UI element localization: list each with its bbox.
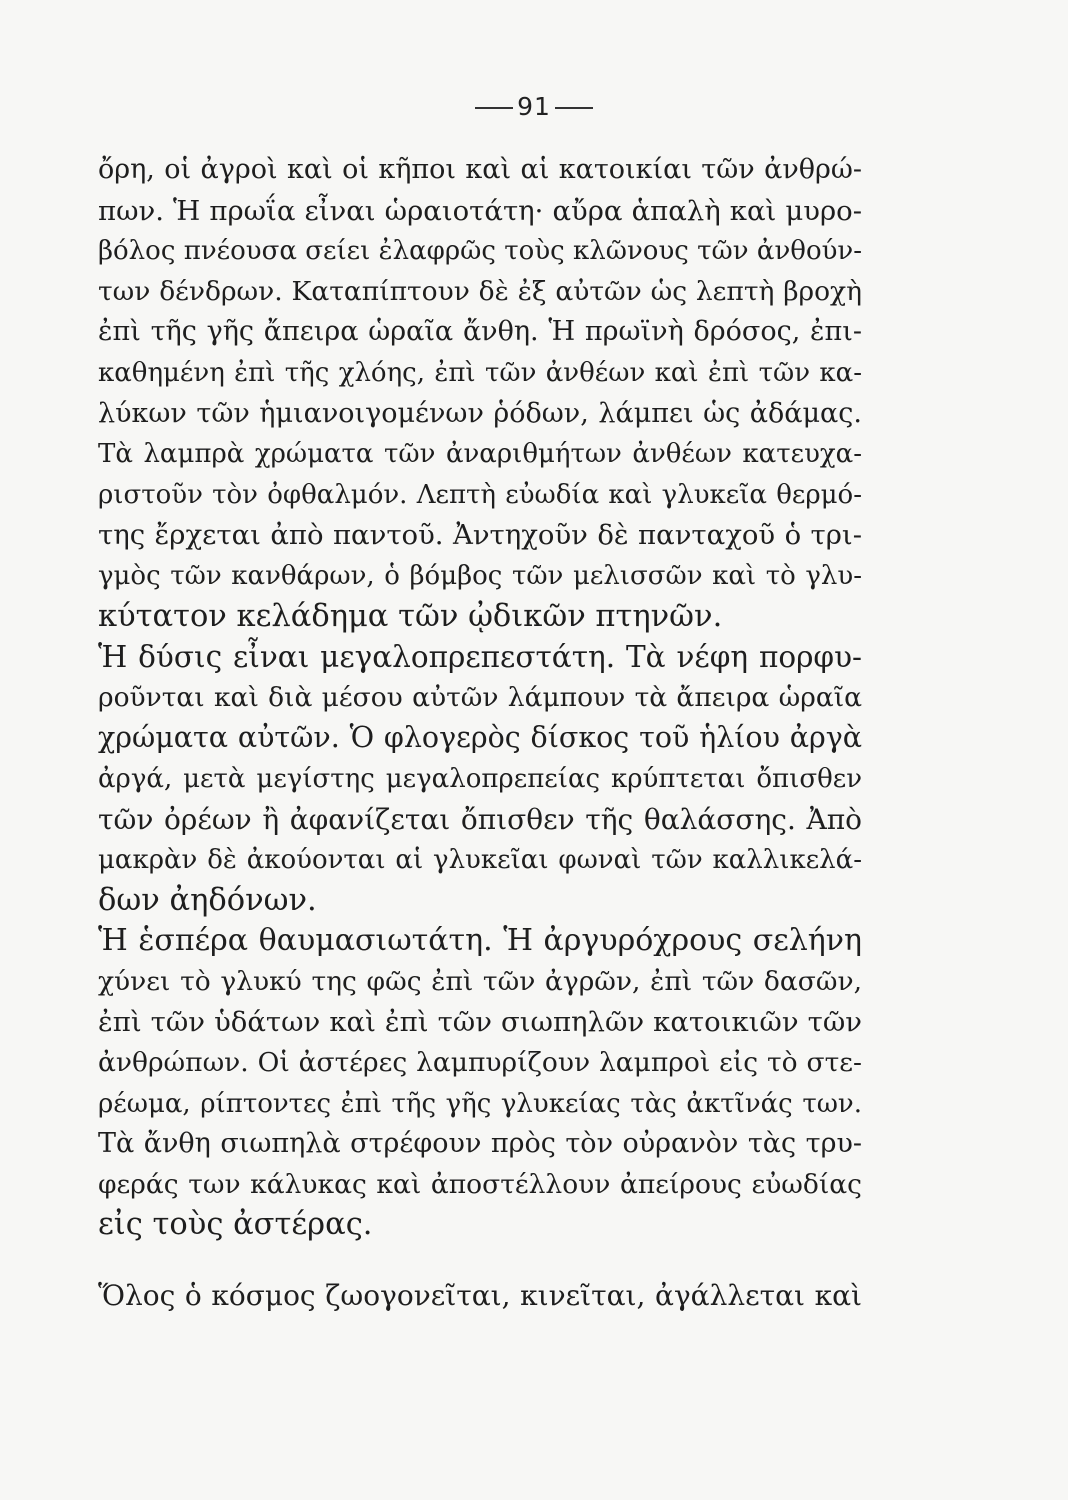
text-line: Τὰ λαμπρὰ χρώματα τῶν ἀναριθμήτων ἀνθέων κατευχα- [98,439,862,470]
text-line: των δένδρων. Καταπίπτουν δὲ ἐξ αὐτῶν ὡς λεπτὴ βροχὴ [98,275,862,307]
text-line: ἐπὶ τῶν ὑδάτων καὶ ἐπὶ τῶν σιωπηλῶν κατοικιῶν τῶν [98,1006,862,1039]
body-text [98,150,862,1317]
text-line: δων ἀηδόνων. [98,882,317,918]
text-line: καθημένη ἐπὶ τῆς χλόης, ἐπὶ τῶν ἀνθέων καὶ ἐπὶ τῶν κα- [98,357,862,388]
page-number-text: 91 [517,92,551,121]
text-line: ἀργά, μετὰ μεγίστης μεγαλοπρεπείας κρύπτεται ὄπισθεν [98,763,862,794]
text-line: χύνει τὸ γλυκύ της φῶς ἐπὶ τῶν ἀγρῶν, ἐπὶ τῶν δασῶν, [98,965,862,997]
left-dash [475,107,513,109]
text-line: ἐπὶ τῆς γῆς ἄπειρα ὡραῖα ἄνθη. Ἡ πρωϊνὴ δρόσος, ἐπι- [98,316,862,348]
text-line: λύκων τῶν ἡμιανοιγομένων ῥόδων, λάμπει ὡς ἀδάμας. [98,397,862,429]
right-dash [555,107,593,109]
page-number [0,92,1068,121]
text-line: ριστοῦν τὸν ὀφθαλμόν. Λεπτὴ εὐωδία καὶ γλυκεῖα θερμό- [98,479,862,510]
text-line: Ἡ ἑσπέρα θαυμασιωτάτη. Ἡ ἀργυρόχρους σελήνη [98,923,862,959]
text-line: Τὰ ἄνθη σιωπηλὰ στρέφουν πρὸς τὸν οὐρανὸν τὰς τρυ- [98,1128,862,1160]
text-line: χρώματα αὐτῶν. Ὁ φλογερὸς δίσκος τοῦ ἡλίου ἀργὰ [98,721,862,755]
text-line: ροῦνται καὶ διὰ μέσου αὐτῶν λάμπουν τὰ ἄπειρα ὡραῖα [98,681,862,713]
text-line: τῶν ὀρέων ἢ ἀφανίζεται ὄπισθεν τῆς θαλάσσης. Ἀπὸ [98,802,862,836]
text-line: της ἔρχεται ἀπὸ παντοῦ. Ἀντηχοῦν δὲ πανταχοῦ ὁ τρι- [98,519,862,552]
text-line: μακρὰν δὲ ἀκούονται αἱ γλυκεῖαι φωναὶ τῶν καλλικελά- [98,845,862,876]
text-line: πων. Ἡ πρωΐα εἶναι ὡραιοτάτη· αὔρα ἁπαλὴ καὶ μυρο- [98,194,862,227]
text-line: ρέωμα, ρίπτοντες ἐπὶ τῆς γῆς γλυκείας τὰς ἀκτῖνάς των. [98,1088,862,1119]
text-line: Ἡ δύσις εἶναι μεγαλοπρεπεστάτη. Τὰ νέφη πορφυ- [98,640,862,675]
text-line: γμὸς τῶν κανθάρων, ὁ βόμβος τῶν μελισσῶν καὶ τὸ γλυ- [98,560,862,591]
text-line: Ὅλος ὁ κόσμος ζωογονεῖται, κινεῖται, ἀγάλλεται καὶ [98,1279,862,1313]
text-line: ἀνθρώπων. Οἱ ἀστέρες λαμπυρίζουν λαμπροὶ εἰς τὸ στε- [98,1047,862,1079]
text-line: κύτατον κελάδημα τῶν ᾠδικῶν πτηνῶν. [98,598,723,634]
text-line: βόλος πνέουσα σείει ἐλαφρῶς τοὺς κλῶνους τῶν ἀνθούν- [98,236,862,267]
text-line: φεράς των κάλυκας καὶ ἀποστέλλουν ἀπείρους εὐωδίας [98,1168,862,1200]
text-line: ὄρη, οἱ ἀγροὶ καὶ οἱ κῆποι καὶ αἱ κατοικίαι τῶν ἀνθρώ- [98,154,862,185]
text-line: εἰς τοὺς ἀστέρας. [98,1207,373,1243]
